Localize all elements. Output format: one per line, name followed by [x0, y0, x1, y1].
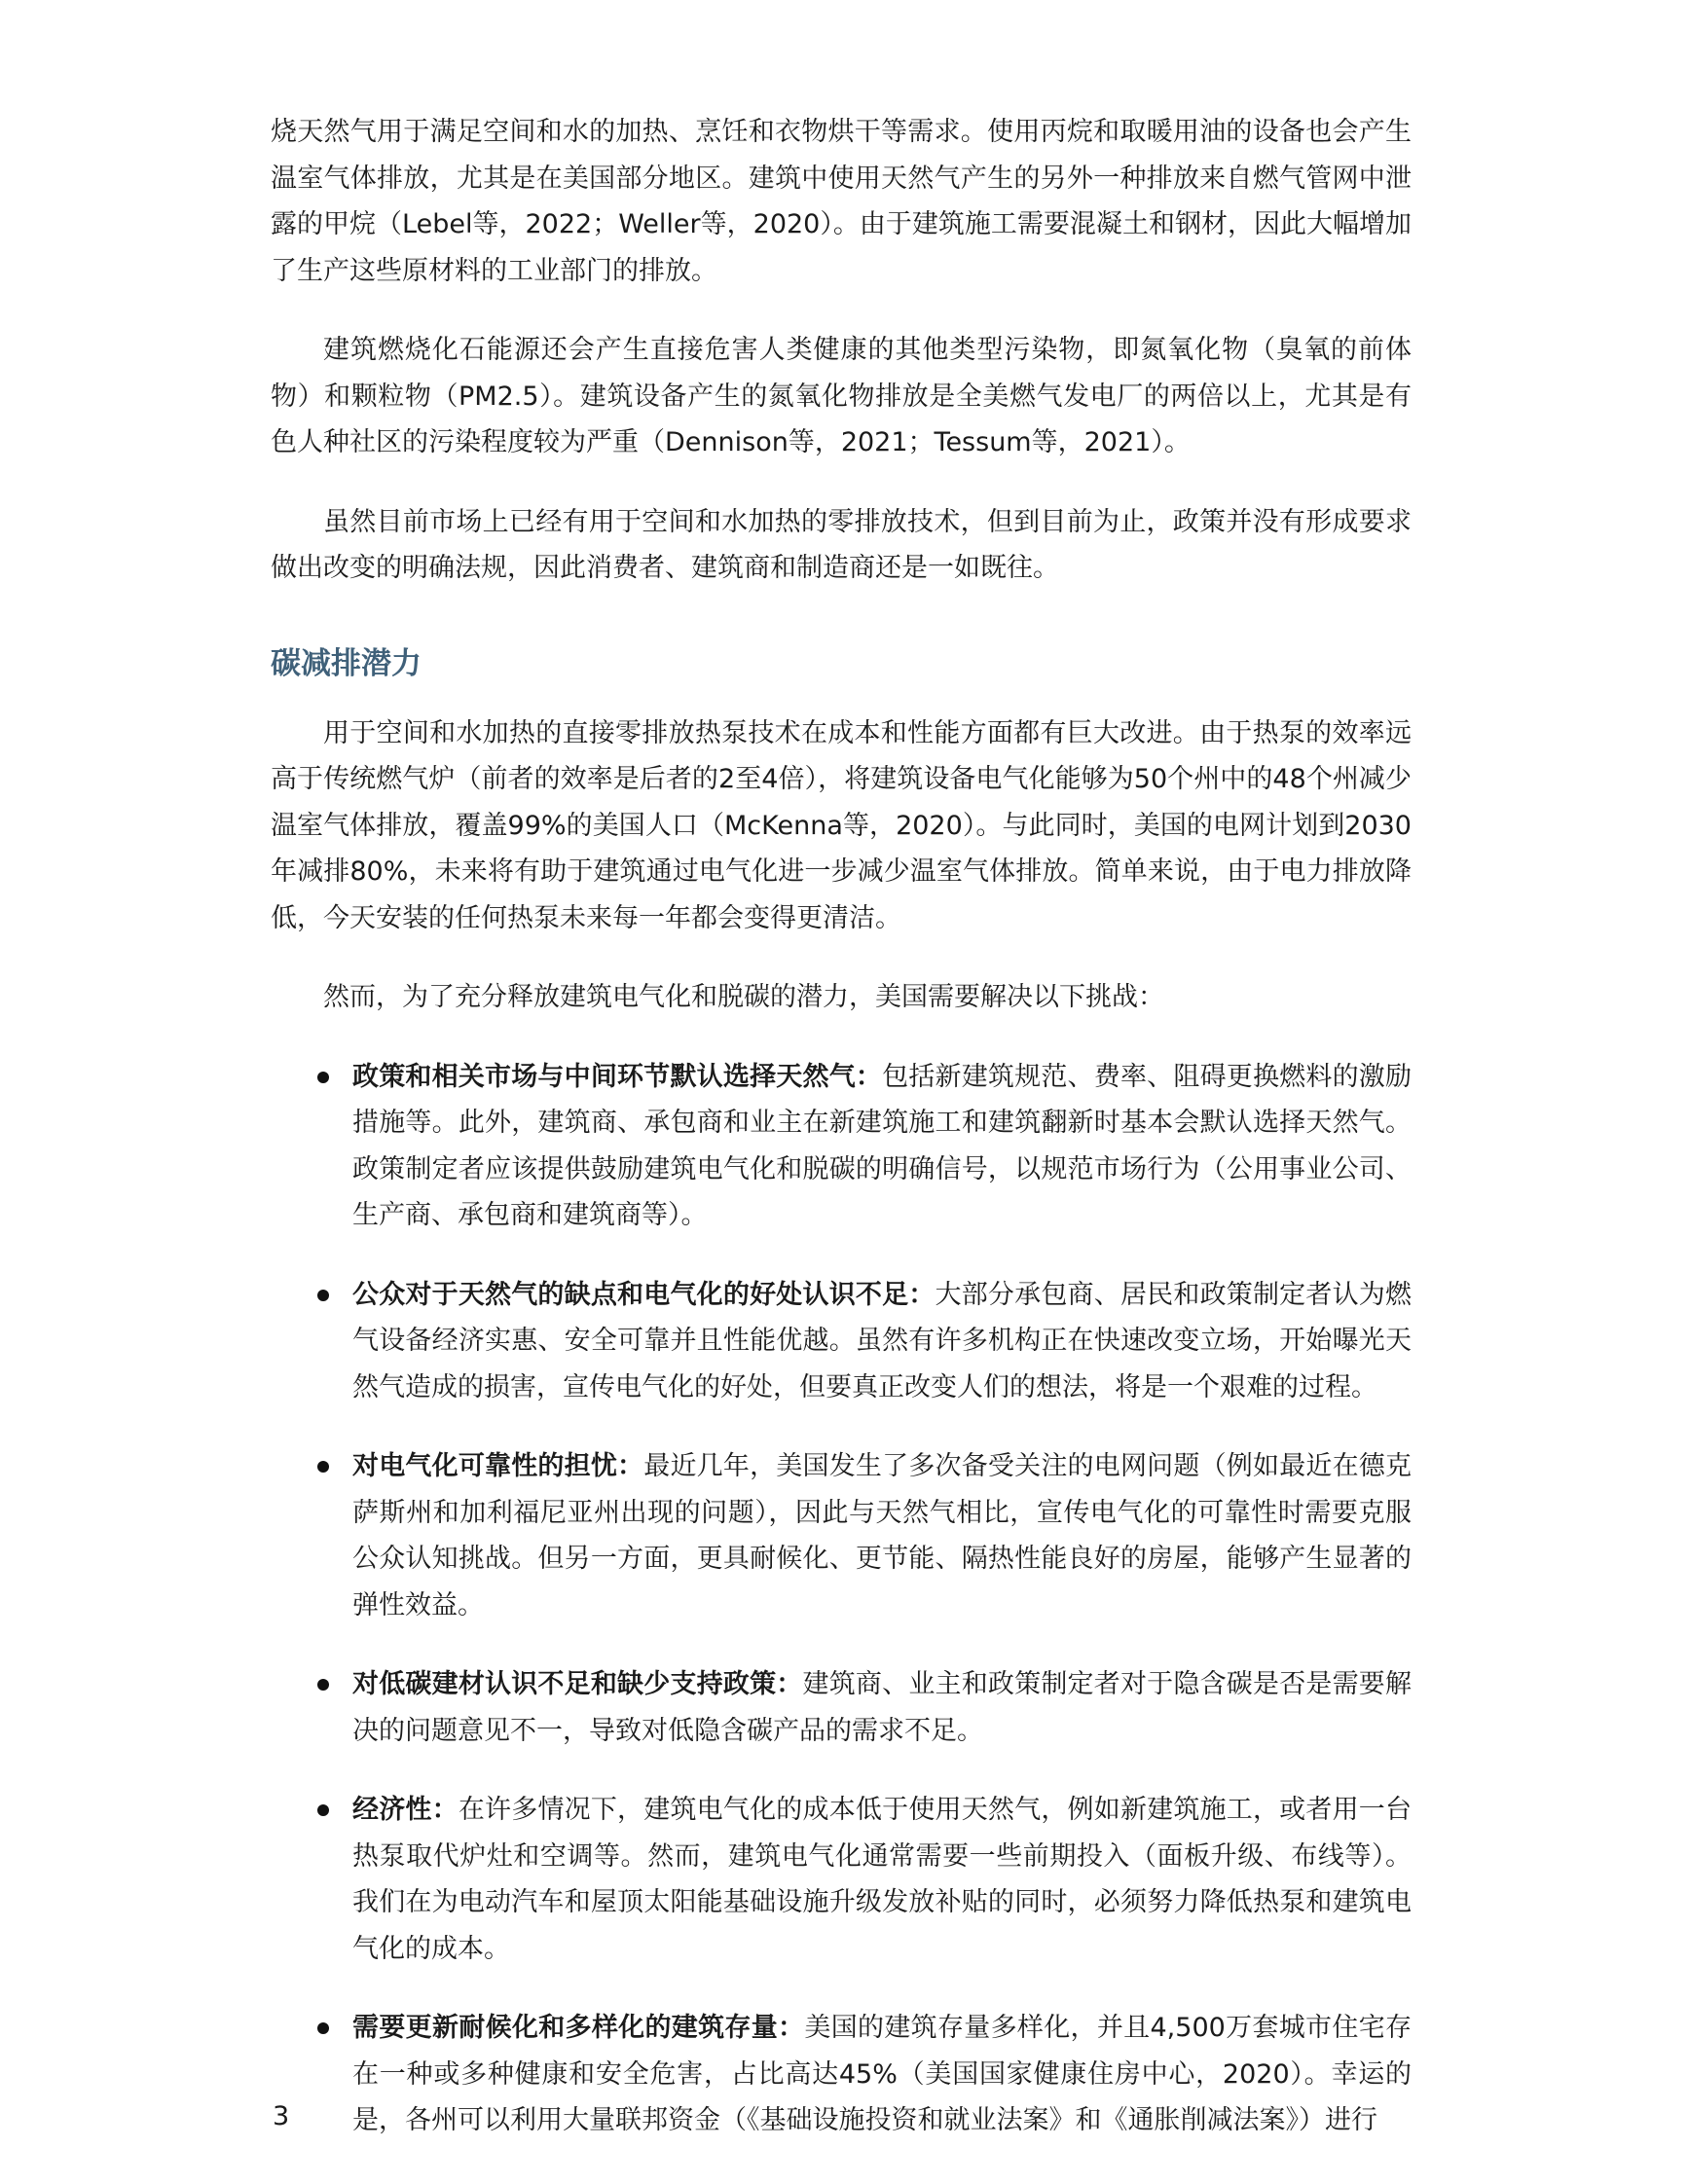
bullet-icon [317, 2022, 329, 2034]
list-item [271, 1443, 1412, 1628]
list-item-text: 美国的建筑存量多样化，并且4,500万套城市住宅存在一种或多种健康和安全危害，占比高达45%（美国国家健康住房中心，2020）。幸运的是，各州可以利用大量联邦资金（《基础设施投资和就业法案》和《通胀削减法案》）进行 [352, 2013, 1413, 2135]
paragraph: 虽然目前市场上已经有用于空间和水加热的零排放技术，但到目前为止，政策并没有形成要求做出改变的明确法规，因此消费者、建筑商和制造商还是一如既往。 [271, 506, 1412, 583]
paragraph: 建筑燃烧化石能源还会产生直接危害人类健康的其他类型污染物，即氮氧化物（臭氧的前体物）和颗粒物（PM2.5）。建筑设备产生的氮氧化物排放是全美燃气发电厂的两倍以上，尤其是有色人种社区的污染程度较为严重（Dennison等，2021；Tessum等，2021）。 [271, 335, 1412, 457]
list-item [271, 1787, 1412, 1972]
document-body [271, 109, 1412, 2177]
page-number: 3 [273, 2101, 290, 2131]
list-item-term: 对电气化可靠性的担忧： [352, 1451, 644, 1481]
paragraph: 用于空间和水加热的直接零排放热泵技术在成本和性能方面都有巨大改进。由于热泵的效率远高于传统燃气炉（前者的效率是后者的2至4倍），将建筑设备电气化能够为50个州中的48个州减少温室气体排放，覆盖99%的美国人口（McKenna等，2020）。与此同时，美国的电网计划到2030年减排80%，未来将有助于建筑通过电气化进一步减少温室气体排放。简单来说，由于电力排放降低，今天安装的任何热泵未来每一年都会变得更清洁。 [271, 717, 1412, 933]
list-item [271, 1661, 1412, 1754]
bullet-icon [317, 1804, 329, 1816]
list-item-text: 大部分承包商、居民和政策制定者认为燃气设备经济实惠、安全可靠并且性能优越。虽然有许多机构正在快速改变立场，开始曝光天然气造成的损害，宣传电气化的好处，但要真正改变人们的想法，将是一个艰难的过程。 [352, 1279, 1413, 1402]
list-item-text: 在许多情况下，建筑电气化的成本低于使用天然气，例如新建筑施工，或者用一台热泵取代炉灶和空调等。然而，建筑电气化通常需要一些前期投入（面板升级、布线等）。我们在为电动汽车和屋顶太阳能基础设施升级发放补贴的同时，必须努力降低热泵和建筑电气化的成本。 [352, 1795, 1413, 1964]
list-item-term: 需要更新耐候化和多样化的建筑存量： [352, 2013, 805, 2043]
list-item [271, 1054, 1412, 1239]
bullet-icon [317, 1290, 329, 1301]
challenge-list [271, 1054, 1412, 2144]
section-heading: 碳减排潜力 [271, 645, 422, 681]
bullet-icon [317, 1461, 329, 1473]
paragraph: 烧天然气用于满足空间和水的加热、烹饪和衣物烘干等需求。使用丙烷和取暖用油的设备也会产生温室气体排放，尤其是在美国部分地区。建筑中使用天然气产生的另外一种排放来自燃气管网中泄露的甲烷（Lebel等，2022；Weller等，2020）。由于建筑施工需要混凝土和钢材，因此大幅增加了生产这些原材料的工业部门的排放。 [271, 117, 1412, 286]
list-item [271, 2005, 1412, 2144]
bullet-icon [317, 1072, 329, 1083]
list-item-term: 政策和相关市场与中间环节默认选择天然气： [352, 1061, 883, 1092]
list-item-term: 公众对于天然气的缺点和电气化的好处认识不足： [352, 1279, 936, 1310]
list-item-term: 经济性： [352, 1795, 459, 1825]
bullet-icon [317, 1679, 329, 1691]
list-item [271, 1272, 1412, 1411]
list-item-text: 建筑商、业主和政策制定者对于隐含碳是否是需要解决的问题意见不一，导致对低隐含碳产品的需求不足。 [352, 1669, 1413, 1746]
list-item-text: 包括新建筑规范、费率、阻碍更换燃料的激励措施等。此外，建筑商、承包商和业主在新建筑施工和建筑翻新时基本会默认选择天然气。政策制定者应该提供鼓励建筑电气化和脱碳的明确信号，以规范市场行为（公用事业公司、生产商、承包商和建筑商等）。 [352, 1061, 1413, 1230]
paragraph: 然而，为了充分释放建筑电气化和脱碳的潜力，美国需要解决以下挑战： [323, 982, 1164, 1012]
list-item-term: 对低碳建材认识不足和缺少支持政策： [352, 1669, 803, 1699]
list-item-text: 最近几年，美国发生了多次备受关注的电网问题（例如最近在德克萨斯州和加利福尼亚州出现的问题），因此与天然气相比，宣传电气化的可靠性时需要克服公众认知挑战。但另一方面，更具耐候化、更节能、隔热性能良好的房屋，能够产生显著的弹性效益。 [352, 1451, 1413, 1620]
